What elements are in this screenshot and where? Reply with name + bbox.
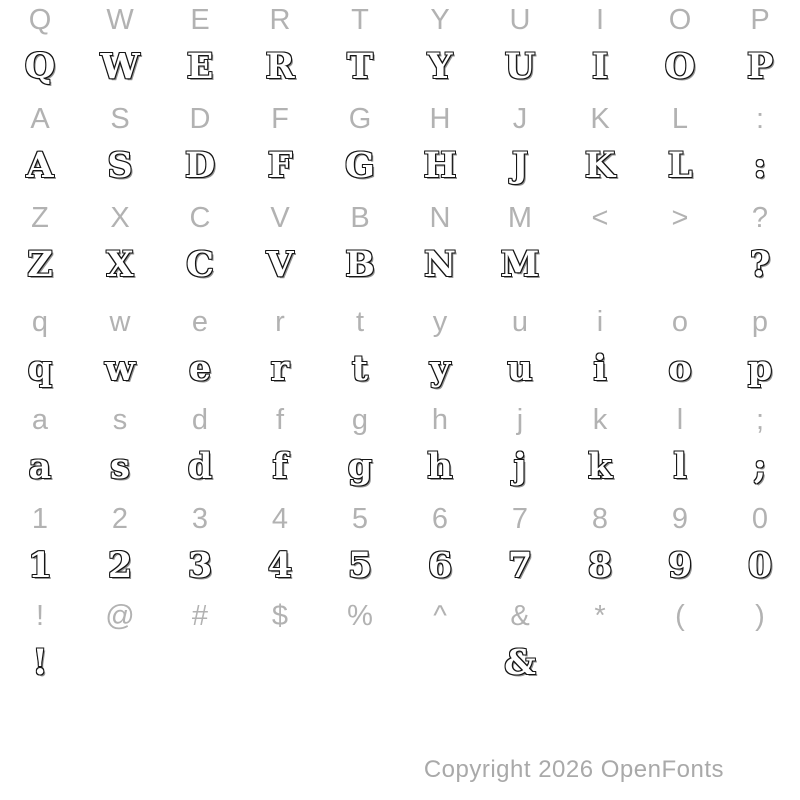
glyph-char: F: [267, 145, 293, 186]
glyph-char: u: [507, 348, 533, 389]
glyph-char: :: [753, 145, 767, 186]
reference-char: S: [110, 103, 130, 135]
reference-char: $: [271, 600, 289, 632]
glyph-char: X: [106, 244, 134, 285]
glyph-char: L: [667, 145, 693, 186]
reference-char: X: [110, 202, 130, 234]
glyph-char: 5: [347, 545, 373, 586]
reference-row: [0, 304, 800, 340]
glyph-char: [240, 634, 320, 696]
reference-char: 4: [271, 503, 289, 535]
glyph-char: 3: [187, 545, 213, 586]
glyph-char: 0: [747, 545, 773, 586]
reference-char: #: [191, 600, 209, 632]
glyph-char: R: [265, 46, 295, 87]
glyph-char: H: [423, 145, 457, 186]
reference-char: G: [348, 103, 372, 135]
reference-char: >: [671, 202, 689, 234]
reference-row: [0, 501, 800, 537]
glyph-row: [0, 537, 800, 599]
glyph-char: 7: [507, 545, 533, 586]
glyph-row: [0, 137, 800, 199]
glyph-char: [640, 634, 720, 696]
reference-char: J: [512, 103, 528, 135]
reference-char: *: [594, 600, 606, 632]
reference-char: ): [755, 600, 765, 632]
reference-char: ;: [755, 404, 765, 436]
reference-char: l: [676, 404, 684, 436]
glyph-row: [0, 236, 800, 298]
reference-char: !: [35, 600, 45, 632]
reference-char: &: [510, 600, 530, 632]
glyph-char: 9: [667, 545, 693, 586]
reference-char: T: [351, 4, 369, 36]
glyph-char: e: [188, 348, 212, 389]
glyph-char: P: [746, 46, 774, 87]
glyph-char: p: [747, 348, 773, 389]
reference-char: k: [592, 404, 608, 436]
glyph-char: ?: [749, 244, 771, 285]
reference-char: q: [31, 306, 49, 338]
reference-char: F: [271, 103, 289, 135]
reference-char: Z: [31, 202, 49, 234]
glyph-char: K: [584, 145, 616, 186]
reference-char: w: [109, 306, 131, 338]
reference-char: t: [355, 306, 365, 338]
reference-char: C: [189, 202, 211, 234]
reference-row: [0, 200, 800, 236]
reference-char: 3: [191, 503, 209, 535]
reference-char: h: [431, 404, 449, 436]
glyph-char: k: [587, 446, 613, 487]
glyph-char: w: [104, 348, 136, 389]
glyph-char: B: [345, 244, 375, 285]
glyph-row: [0, 38, 800, 100]
glyph-char: 2: [107, 545, 133, 586]
glyph-char: g: [347, 446, 373, 487]
glyph-char: j: [513, 446, 527, 487]
glyph-char: W: [100, 46, 140, 87]
reference-char: @: [105, 600, 135, 632]
reference-char: f: [275, 404, 285, 436]
reference-char: 1: [31, 503, 49, 535]
glyph-row: [0, 340, 800, 402]
copyright-text: Copyright 2026 OpenFonts: [423, 756, 724, 783]
reference-char: P: [750, 4, 770, 36]
reference-char: E: [190, 4, 210, 36]
glyph-char: &: [504, 642, 536, 683]
glyph-char: ;: [753, 446, 767, 487]
reference-char: ?: [751, 202, 769, 234]
reference-char: 0: [751, 503, 769, 535]
glyph-char: Q: [24, 46, 56, 87]
glyph-char: O: [664, 46, 696, 87]
glyph-char: D: [184, 145, 216, 186]
char-row-pair: [0, 598, 800, 697]
reference-char: %: [347, 600, 373, 632]
glyph-char: [560, 236, 640, 298]
reference-row: [0, 2, 800, 38]
reference-char: (: [675, 600, 685, 632]
reference-char: d: [191, 404, 209, 436]
glyph-char: [400, 634, 480, 696]
reference-row: [0, 598, 800, 634]
glyph-char: U: [504, 46, 536, 87]
reference-char: 2: [111, 503, 129, 535]
glyph-char: h: [427, 446, 453, 487]
glyph-char: d: [187, 446, 213, 487]
glyph-char: V: [266, 244, 294, 285]
glyph-char: T: [346, 46, 374, 87]
reference-char: M: [507, 202, 533, 234]
reference-char: 6: [431, 503, 449, 535]
glyph-char: l: [673, 446, 687, 487]
reference-char: g: [351, 404, 369, 436]
reference-char: o: [671, 306, 689, 338]
reference-char: I: [595, 4, 605, 36]
reference-char: r: [275, 306, 285, 338]
reference-char: H: [429, 103, 451, 135]
reference-char: <: [591, 202, 609, 234]
glyph-char: C: [186, 244, 214, 285]
glyph-char: E: [186, 46, 214, 87]
glyph-char: Y: [427, 46, 453, 87]
glyph-char: Z: [27, 244, 53, 285]
glyph-char: i: [593, 348, 607, 389]
reference-char: 9: [671, 503, 689, 535]
reference-char: R: [269, 4, 291, 36]
glyph-char: [80, 634, 160, 696]
reference-char: a: [31, 404, 49, 436]
glyph-char: f: [272, 446, 288, 487]
glyph-char: I: [591, 46, 609, 87]
reference-char: e: [191, 306, 209, 338]
glyph-char: A: [26, 145, 54, 186]
reference-char: A: [30, 103, 50, 135]
glyph-char: q: [27, 348, 53, 389]
glyph-char: 1: [27, 545, 53, 586]
glyph-char: [720, 634, 800, 696]
glyph-char: 8: [587, 545, 613, 586]
reference-char: j: [516, 404, 524, 436]
reference-row: [0, 101, 800, 137]
glyph-char: 4: [267, 545, 293, 586]
char-row-pair: [0, 200, 800, 304]
reference-char: u: [511, 306, 529, 338]
glyph-char: !: [32, 642, 48, 683]
glyph-char: o: [668, 348, 692, 389]
reference-char: V: [270, 202, 290, 234]
reference-char: Q: [28, 4, 52, 36]
character-grid: [0, 2, 800, 697]
char-row-pair: [0, 304, 800, 402]
glyph-row: [0, 634, 800, 696]
glyph-char: y: [429, 348, 451, 389]
reference-char: B: [350, 202, 370, 234]
glyph-char: [560, 634, 640, 696]
reference-char: O: [668, 4, 692, 36]
reference-char: Y: [430, 4, 450, 36]
reference-char: K: [590, 103, 610, 135]
reference-char: p: [751, 306, 769, 338]
glyph-char: s: [110, 446, 130, 487]
reference-char: :: [755, 103, 765, 135]
char-row-pair: [0, 402, 800, 501]
reference-char: 8: [591, 503, 609, 535]
glyph-char: [160, 634, 240, 696]
glyph-char: a: [28, 446, 52, 487]
reference-char: N: [429, 202, 451, 234]
glyph-char: 6: [427, 545, 453, 586]
glyph-char: S: [107, 145, 133, 186]
reference-char: i: [596, 306, 604, 338]
glyph-char: t: [351, 348, 369, 389]
reference-char: W: [106, 4, 134, 36]
glyph-char: G: [345, 145, 375, 186]
reference-char: L: [671, 103, 689, 135]
reference-char: D: [189, 103, 211, 135]
glyph-char: r: [270, 348, 290, 389]
reference-char: ^: [433, 600, 447, 632]
glyph-char: J: [511, 145, 529, 186]
glyph-char: [320, 634, 400, 696]
glyph-row: [0, 438, 800, 500]
reference-row: [0, 402, 800, 438]
char-row-pair: [0, 101, 800, 200]
char-row-pair: [0, 2, 800, 101]
reference-char: s: [112, 404, 128, 436]
glyph-char: [640, 236, 720, 298]
reference-char: U: [509, 4, 531, 36]
reference-char: 5: [351, 503, 369, 535]
reference-char: 7: [511, 503, 529, 535]
char-row-pair: [0, 501, 800, 598]
glyph-char: N: [424, 244, 456, 285]
reference-char: y: [432, 306, 448, 338]
glyph-char: M: [500, 244, 540, 285]
